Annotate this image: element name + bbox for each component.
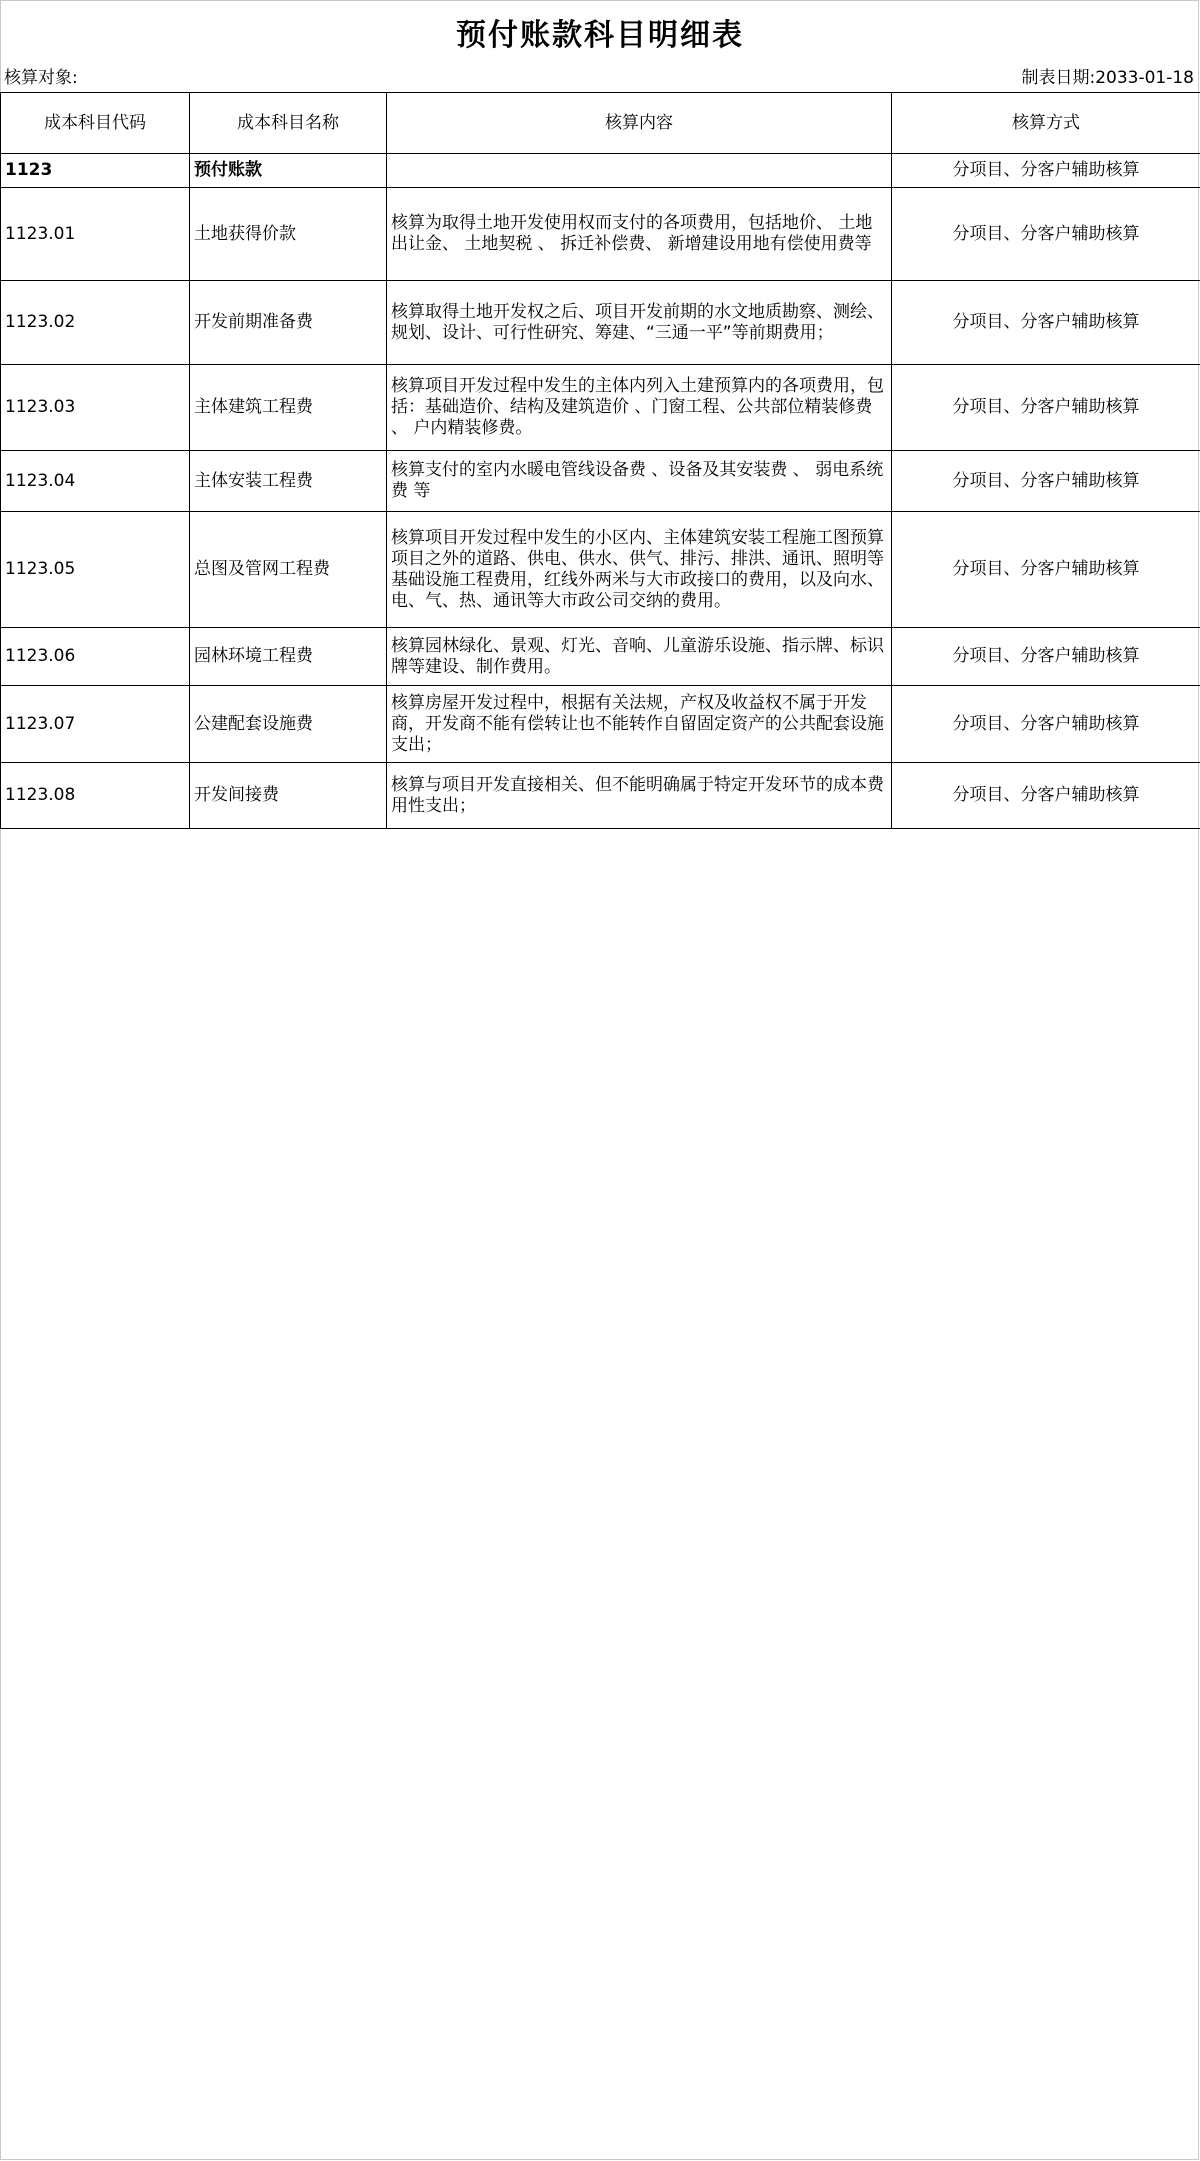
cell-code: 1123.01 xyxy=(1,188,190,281)
cell-name: 开发前期准备费 xyxy=(190,281,387,365)
header-code: 成本科目代码 xyxy=(1,93,190,154)
cell-code: 1123.05 xyxy=(1,512,190,628)
table-row xyxy=(1,281,1200,365)
cell-name: 预付账款 xyxy=(190,154,387,188)
cell-code: 1123.07 xyxy=(1,686,190,763)
cell-method: 分项目、分客户辅助核算 xyxy=(892,512,1200,628)
table-header-row xyxy=(1,93,1200,154)
cell-content: 核算项目开发过程中发生的小区内、主体建筑安装工程施工图预算项目之外的道路、供电、供水、供气、排污、排洪、通讯、照明等基础设施工程费用，红线外两米与大市政接口的费用，以及向水、电、气、热、通讯等大市政公司交纳的费用。 xyxy=(387,512,892,628)
header-content: 核算内容 xyxy=(387,93,892,154)
header-method: 核算方式 xyxy=(892,93,1200,154)
table-row xyxy=(1,628,1200,686)
accounting-object-label: 核算对象: xyxy=(4,68,78,88)
cell-code: 1123.03 xyxy=(1,365,190,451)
cell-content: 核算取得土地开发权之后、项目开发前期的水文地质勘察、测绘、规划、设计、可行性研究、筹建、“三通一平”等前期费用； xyxy=(387,281,892,365)
cell-code: 1123 xyxy=(1,154,190,188)
cell-code: 1123.02 xyxy=(1,281,190,365)
cell-name: 公建配套设施费 xyxy=(190,686,387,763)
report-date xyxy=(1021,63,1194,88)
cell-method: 分项目、分客户辅助核算 xyxy=(892,365,1200,451)
cell-content: 核算支付的室内水暖电管线设备费 、设备及其安装费 、 弱电系统费 等 xyxy=(387,451,892,512)
cell-method: 分项目、分客户辅助核算 xyxy=(892,451,1200,512)
cell-name: 总图及管网工程费 xyxy=(190,512,387,628)
account-detail-table xyxy=(0,92,1200,829)
cell-content: 核算为取得土地开发使用权而支付的各项费用，包括地价、 土地出让金、 土地契税 、 拆迁补偿费、 新增建设用地有偿使用费等 xyxy=(387,188,892,281)
page-title: 预付账款科目明细表 xyxy=(456,18,744,53)
table-row xyxy=(1,451,1200,512)
table-row xyxy=(1,188,1200,281)
cell-code: 1123.04 xyxy=(1,451,190,512)
cell-content xyxy=(387,154,892,188)
cell-content: 核算房屋开发过程中，根据有关法规，产权及收益权不属于开发商，开发商不能有偿转让也不能转作自留固定资产的公共配套设施支出； xyxy=(387,686,892,763)
date-value: 2033-01-18 xyxy=(1095,68,1194,88)
cell-method: 分项目、分客户辅助核算 xyxy=(892,154,1200,188)
date-label: 制表日期: xyxy=(1021,68,1096,88)
cell-name: 主体建筑工程费 xyxy=(190,365,387,451)
cell-content: 核算项目开发过程中发生的主体内列入土建预算内的各项费用，包括：基础造价、结构及建筑造价 、门窗工程、公共部位精装修费 、 户内精装修费。 xyxy=(387,365,892,451)
cell-code: 1123.08 xyxy=(1,763,190,829)
table-row xyxy=(1,512,1200,628)
cell-code: 1123.06 xyxy=(1,628,190,686)
cell-name: 土地获得价款 xyxy=(190,188,387,281)
cell-name: 园林环境工程费 xyxy=(190,628,387,686)
table-row xyxy=(1,365,1200,451)
cell-name: 开发间接费 xyxy=(190,763,387,829)
table-row xyxy=(1,763,1200,829)
cell-method: 分项目、分客户辅助核算 xyxy=(892,763,1200,829)
cell-method: 分项目、分客户辅助核算 xyxy=(892,686,1200,763)
cell-method: 分项目、分客户辅助核算 xyxy=(892,188,1200,281)
cell-content: 核算园林绿化、景观、灯光、音响、儿童游乐设施、指示牌、标识牌等建设、制作费用。 xyxy=(387,628,892,686)
cell-name: 主体安装工程费 xyxy=(190,451,387,512)
header-name: 成本科目名称 xyxy=(190,93,387,154)
table-row xyxy=(1,154,1200,188)
cell-method: 分项目、分客户辅助核算 xyxy=(892,628,1200,686)
table-row xyxy=(1,686,1200,763)
cell-method: 分项目、分客户辅助核算 xyxy=(892,281,1200,365)
cell-content: 核算与项目开发直接相关、但不能明确属于特定开发环节的成本费用性支出； xyxy=(387,763,892,829)
